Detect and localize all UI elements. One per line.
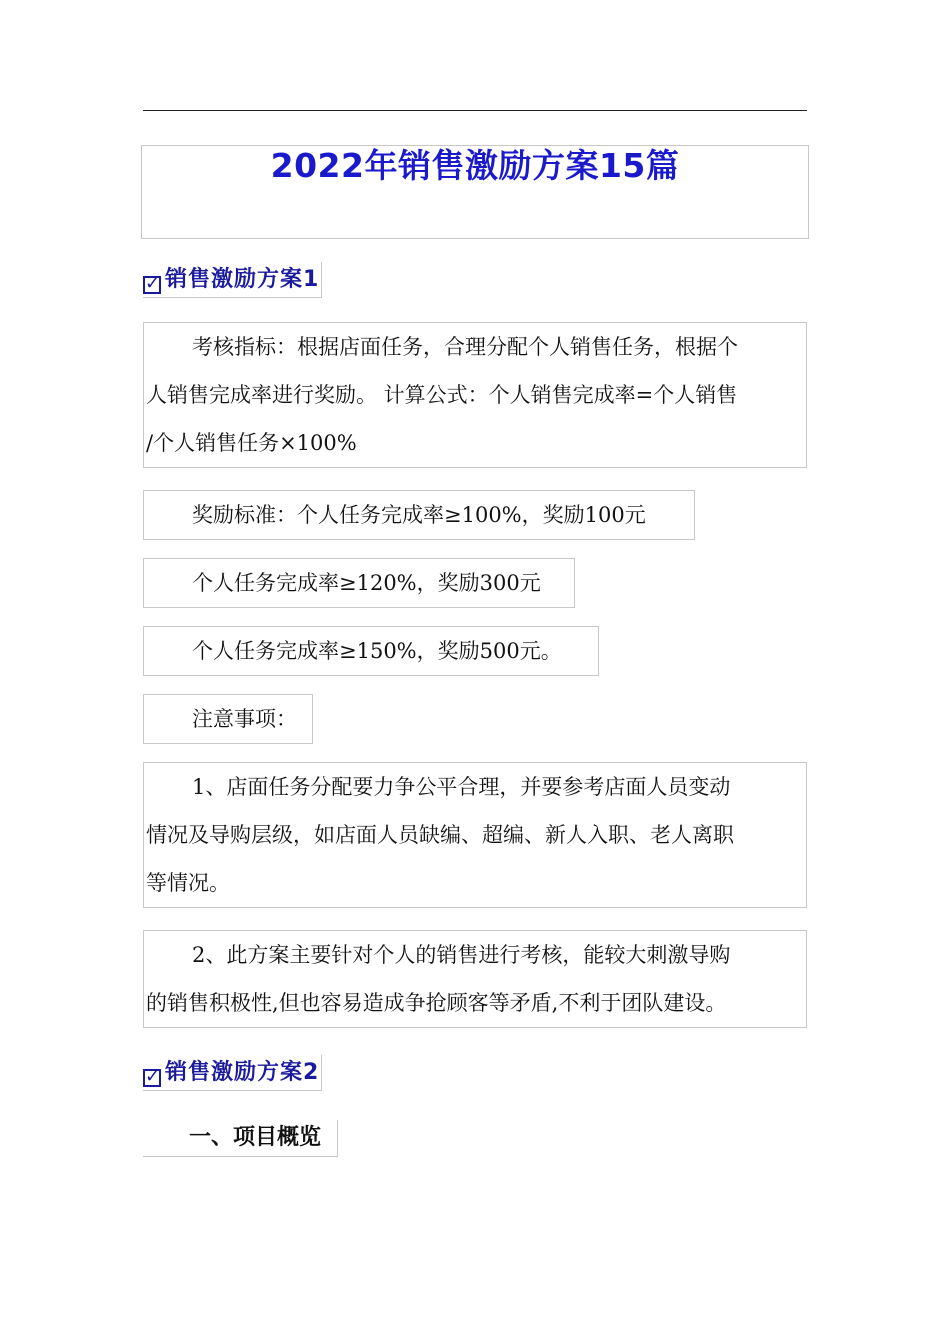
paragraph-line: 个人任务完成率≥150%，奖励500元。: [192, 639, 562, 663]
paragraph-line: 的销售积极性,但也容易造成争抢顾客等矛盾,不利于团队建设。: [146, 991, 727, 1015]
paragraph-line: 个人任务完成率≥120%，奖励300元: [192, 571, 541, 595]
document-title: 2022年销售激励方案15篇: [270, 146, 680, 185]
paragraph-line: 考核指标：根据店面任务，合理分配个人销售任务，根据个: [192, 335, 738, 359]
paragraph-line: 奖励标准：个人任务完成率≥100%，奖励100元: [192, 503, 646, 527]
paragraph-reward-150: [143, 626, 599, 676]
paragraph-reward-120: [143, 558, 575, 608]
paragraph-note-1: [143, 762, 807, 908]
paragraph-line: 人销售完成率进行奖励。 计算公式：个人销售完成率=个人销售: [146, 383, 738, 407]
section-heading-1-text: 销售激励方案1: [165, 267, 320, 292]
paragraph-line: 等情况。: [146, 871, 230, 895]
section-heading-1: [143, 262, 322, 298]
paragraph-note-2: [143, 930, 807, 1028]
checkbox-checked-icon: ✓: [145, 273, 162, 294]
checkbox-checked-icon: ✓: [145, 1066, 162, 1087]
paragraph-assessment-indicator: [143, 322, 807, 468]
subheading-project-overview: [143, 1120, 338, 1157]
paragraph-line: 注意事项：: [192, 707, 297, 731]
subheading-text: 一、项目概览: [189, 1125, 322, 1150]
top-rule: [143, 110, 807, 111]
paragraph-line: 1、店面任务分配要力争公平合理，并要参考店面人员变动: [192, 775, 731, 799]
section-heading-2-text: 销售激励方案2: [165, 1060, 320, 1085]
paragraph-line: 2、此方案主要针对个人的销售进行考核，能较大刺激导购: [192, 943, 731, 967]
paragraph-line: 情况及导购层级，如店面人员缺编、超编、新人入职、老人离职: [146, 823, 734, 847]
section-heading-2: [143, 1055, 322, 1091]
paragraph-line: /个人销售任务×100%: [146, 431, 357, 455]
paragraph-notes-label: [143, 694, 313, 744]
paragraph-reward-standard: [143, 490, 695, 540]
